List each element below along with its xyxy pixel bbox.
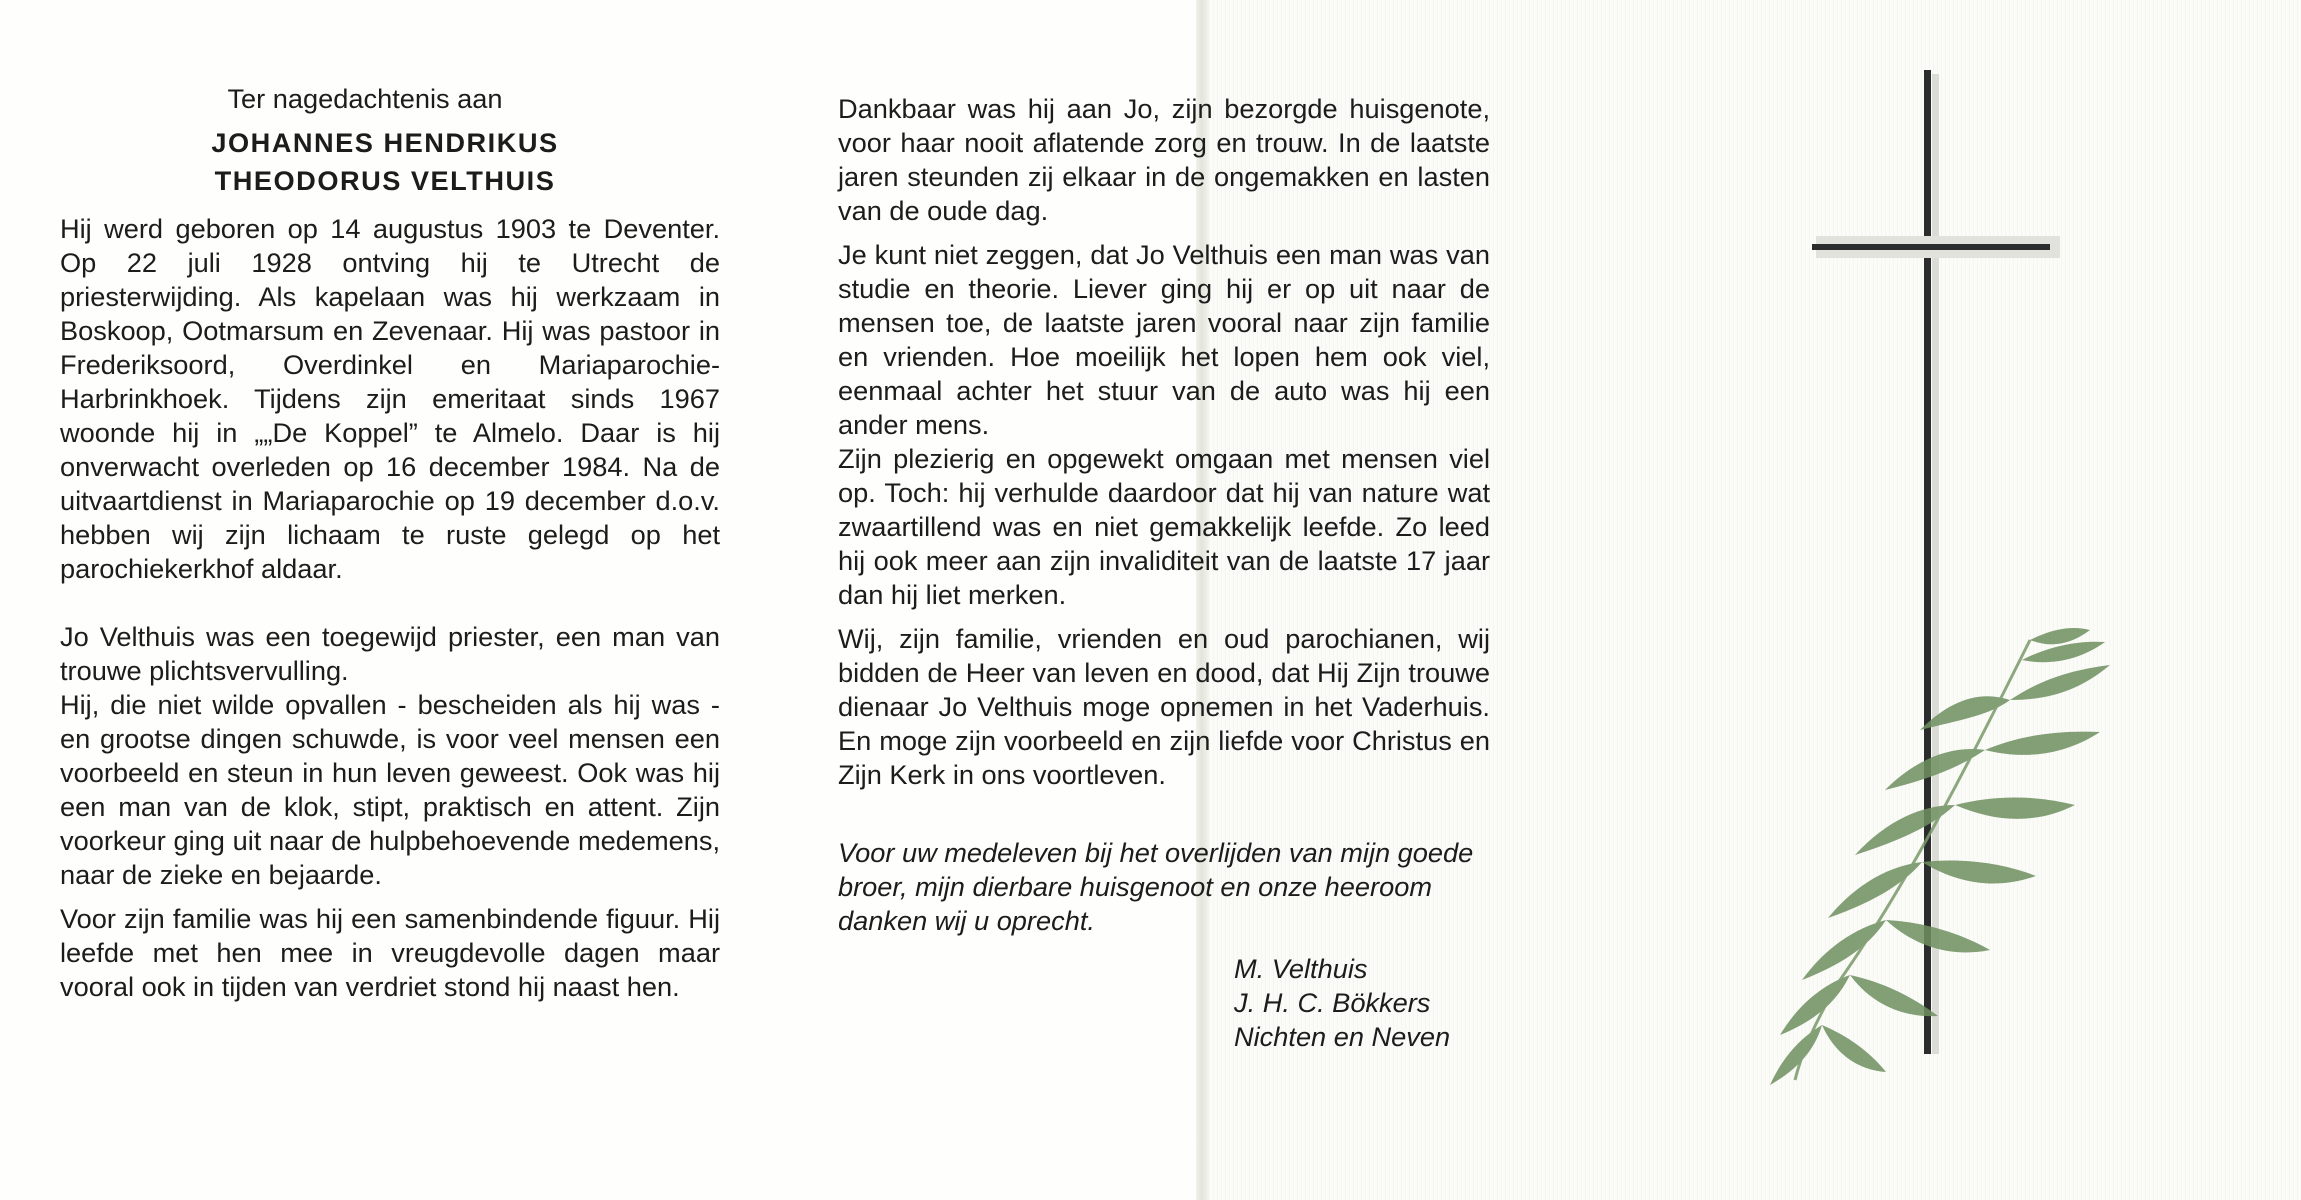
gratitude-paragraph: Dankbaar was hij aan Jo, zijn bezorgde huisgenote, voor haar nooit aflatende zorg en trouw. In de laatste jaren steunden zij elkaar in de ongemakken en lasten van de oude dag. [838,93,1490,226]
signature-sister: M. Velthuis [1234,953,1368,984]
biography-paragraph: Hij werd geboren op 14 augustus 1903 te Deventer. Op 22 juli 1928 ontving hij te Utrecht de priesterwijding. Als kapelaan was hij werkzaam in Boskoop, Ootmarsum en Zevenaar. Hij was pastoor in Frederiksoord, Overdinkel en Mariaparochie-Harbrinkhoek. Tijdens zijn emeritaat sinds 1967 woonde hij in „„De Koppel” te Almelo. Daar is hij onverwacht overleden op 16 december 1984. Na de uitvaartdienst in Mariaparochie op 19 december d.o.v. hebben wij zijn lichaam te ruste gelegd op het parochiekerkhof aldaar. [60,213,720,584]
left-text-column [60,82,720,1004]
tribute-paragraph-2: Hij, die niet wilde opvallen - bescheiden als hij was - en grootse dingen schuwde, is voor veel mensen een voorbeeld en steun in hun leven geweest. Ook was hij een man van de klok, stipt, praktisch en attent. Zijn voorkeur ging uit naar de hulpbehoevende medemens, naar de zieke en bejaarde. [60,689,720,890]
cross-with-palm-illustration [1210,0,2301,1200]
palm-branch-icon [1770,628,2110,1085]
tribute-paragraph-3: Voor zijn familie was hij een samenbindende figuur. Hij leefde met hen mee in vreugdevolle dagen maar vooral ook in tijden van verdriet stond hij naast hen. [60,903,720,1002]
personality-paragraph: Zijn plezierig en opgewekt omgaan met mensen viel op. Toch: hij verhulde daardoor dat hij van nature wat zwaartillend was en niet gemakkelijk leefde. Zo leed hij ook meer aan zijn invaliditeit van de laatste 17 jaar dan hij liet merken. [838,443,1490,610]
tribute-paragraph-1: Jo Velthuis was een toegewijd priester, een man van trouwe plichtsvervulling. [60,621,720,686]
prayer-paragraph: Wij, zijn familie, vrienden en oud parochianen, wij bidden de Heer van leven en dood, dat Hij Zijn trouwe dienaar Jo Velthuis moge opnemen in het Vaderhuis. En moge zijn voorbeeld en zijn liefde voor Christus en Zijn Kerk in ons voortleven. [838,623,1490,790]
character-paragraph: Je kunt niet zeggen, dat Jo Velthuis een man was van studie en theorie. Liever ging hij er op uit naar de mensen toe, de laatste jaren vooral naar zijn familie en vrienden. Hoe moeilijk het lopen hem ook viel, eenmaal achter het stuur van de auto was hij een ander mens. [838,239,1490,440]
deceased-name-line2: THEODORUS VELTHUIS [214,165,556,196]
signature-relatives: Nichten en Neven [1234,1021,1451,1052]
deceased-name-line1: JOHANNES HENDRIKUS [211,127,559,158]
memorial-intro: Ter nagedachtenis aan [227,83,503,114]
signature-housemate: J. H. C. Bökkers [1234,987,1431,1018]
thanks-note: Voor uw medeleven bij het overlijden van mijn goede broer, mijn dierbare huisgenoot en onze heeroom danken wij u oprecht. [838,837,1474,936]
